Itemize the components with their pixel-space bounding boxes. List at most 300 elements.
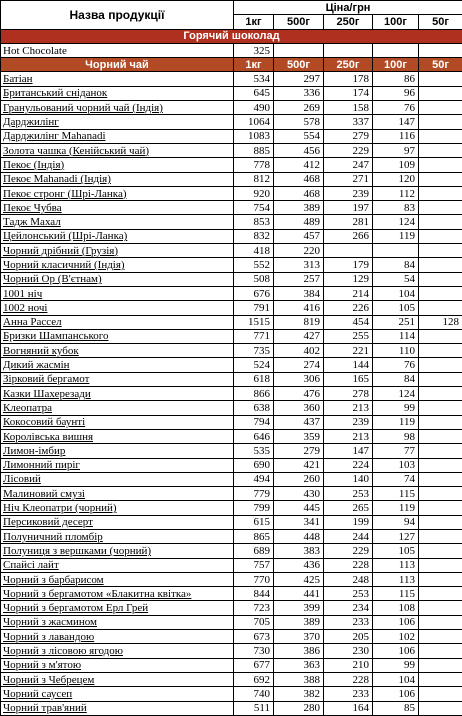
product-name: Hot Chocolate <box>1 43 234 57</box>
product-name: Клеопатра <box>1 401 234 415</box>
product-name: Чорний з Чебрецем <box>1 672 234 686</box>
product-name: Лісовий <box>1 472 234 486</box>
product-name: Гранульований чорний чай (Індія) <box>1 101 234 115</box>
price-50g <box>419 487 462 501</box>
price-100g: 119 <box>373 501 419 515</box>
table-row <box>1 601 462 615</box>
price-250g: 174 <box>324 86 373 100</box>
section-column-500g: 500г <box>274 58 324 72</box>
price-500g: 257 <box>274 272 324 286</box>
table-row <box>1 572 462 586</box>
price-250g: 234 <box>324 601 373 615</box>
table-row <box>1 501 462 515</box>
price-250g: 210 <box>324 658 373 672</box>
price-1kg: 552 <box>234 258 274 272</box>
table-row <box>1 301 462 315</box>
product-name: Чорний дрібний (Грузія) <box>1 244 234 258</box>
price-250g: 199 <box>324 515 373 529</box>
price-250g: 266 <box>324 229 373 243</box>
price-100g: 77 <box>373 444 419 458</box>
section-black-tea <box>1 58 462 72</box>
price-250g: 244 <box>324 529 373 543</box>
price-1kg: 325 <box>234 43 274 57</box>
price-1kg: 799 <box>234 501 274 515</box>
price-500g: 269 <box>274 101 324 115</box>
price-250g: 158 <box>324 101 373 115</box>
price-250g: 230 <box>324 644 373 658</box>
price-1kg: 866 <box>234 387 274 401</box>
price-50g <box>419 630 462 644</box>
table-row <box>1 587 462 601</box>
table-row <box>1 86 462 100</box>
price-250g: 281 <box>324 215 373 229</box>
price-1kg: 689 <box>234 544 274 558</box>
price-50g <box>419 272 462 286</box>
price-50g <box>419 401 462 415</box>
price-100g: 110 <box>373 344 419 358</box>
section-hot-chocolate <box>1 29 462 43</box>
price-100g: 83 <box>373 201 419 215</box>
price-100g: 109 <box>373 158 419 172</box>
price-50g <box>419 101 462 115</box>
price-50g <box>419 572 462 586</box>
price-100g: 54 <box>373 272 419 286</box>
price-100g: 98 <box>373 429 419 443</box>
price-50g <box>419 115 462 129</box>
product-name: Малиновий смузі <box>1 487 234 501</box>
price-50g <box>419 558 462 572</box>
table-row <box>1 358 462 372</box>
table-row <box>1 72 462 86</box>
price-50g <box>419 43 462 57</box>
price-50g <box>419 215 462 229</box>
price-50g <box>419 415 462 429</box>
table-row <box>1 444 462 458</box>
price-100g: 114 <box>373 329 419 343</box>
price-500g: 341 <box>274 515 324 529</box>
price-50g <box>419 458 462 472</box>
product-name: Ніч Клеопатри (чорний) <box>1 501 234 515</box>
table-row <box>1 344 462 358</box>
price-50g <box>419 658 462 672</box>
price-250g: 228 <box>324 672 373 686</box>
table-row <box>1 43 462 57</box>
price-250g: 239 <box>324 186 373 200</box>
table-row <box>1 115 462 129</box>
product-name: Чорний з м'ятою <box>1 658 234 672</box>
price-250g: 233 <box>324 615 373 629</box>
table-row <box>1 658 462 672</box>
table-row <box>1 215 462 229</box>
price-250g: 255 <box>324 329 373 343</box>
price-100g: 99 <box>373 658 419 672</box>
price-250g: 229 <box>324 544 373 558</box>
table-row <box>1 186 462 200</box>
table-row <box>1 315 462 329</box>
price-100g: 119 <box>373 415 419 429</box>
product-name: Анна Рассел <box>1 315 234 329</box>
section-column-50g: 50г <box>419 58 462 72</box>
product-name: Лимон-імбир <box>1 444 234 458</box>
price-100g <box>373 43 419 57</box>
price-500g: 421 <box>274 458 324 472</box>
price-1kg: 770 <box>234 572 274 586</box>
price-500g: 819 <box>274 315 324 329</box>
product-name: Тадж Махал <box>1 215 234 229</box>
price-1kg: 673 <box>234 630 274 644</box>
price-100g: 115 <box>373 587 419 601</box>
table-row <box>1 143 462 157</box>
price-1kg: 740 <box>234 687 274 701</box>
price-1kg: 723 <box>234 601 274 615</box>
price-1kg: 771 <box>234 329 274 343</box>
section-title: Горячий шоколад <box>1 29 462 43</box>
price-1kg: 690 <box>234 458 274 472</box>
price-500g: 430 <box>274 487 324 501</box>
price-50g <box>419 601 462 615</box>
price-500g: 489 <box>274 215 324 229</box>
price-50g <box>419 158 462 172</box>
price-500g: 274 <box>274 358 324 372</box>
price-500g: 306 <box>274 372 324 386</box>
price-1kg: 676 <box>234 286 274 300</box>
price-100g: 147 <box>373 115 419 129</box>
price-100g: 113 <box>373 558 419 572</box>
product-name: Бризки Шампанського <box>1 329 234 343</box>
price-100g: 102 <box>373 630 419 644</box>
price-100g: 106 <box>373 644 419 658</box>
price-500g: 389 <box>274 615 324 629</box>
price-100g: 84 <box>373 372 419 386</box>
product-name: Персиковий десерт <box>1 515 234 529</box>
price-250g: 179 <box>324 258 373 272</box>
price-250g: 233 <box>324 687 373 701</box>
price-1kg: 508 <box>234 272 274 286</box>
price-1kg: 535 <box>234 444 274 458</box>
price-50g <box>419 429 462 443</box>
price-250g: 213 <box>324 401 373 415</box>
table-row <box>1 544 462 558</box>
price-1kg: 757 <box>234 558 274 572</box>
price-1kg: 730 <box>234 644 274 658</box>
price-1kg: 920 <box>234 186 274 200</box>
product-name: Королівська вишня <box>1 429 234 443</box>
price-250g: 229 <box>324 143 373 157</box>
table-row <box>1 129 462 143</box>
price-50g <box>419 544 462 558</box>
price-500g: 313 <box>274 258 324 272</box>
price-500g: 427 <box>274 329 324 343</box>
product-name: Пекоє Чубва <box>1 201 234 215</box>
product-name: Чорний з лісовою ягодою <box>1 644 234 658</box>
product-name: Пекоє Mahanadi (Індія) <box>1 172 234 186</box>
price-250g: 144 <box>324 358 373 372</box>
price-500g: 382 <box>274 687 324 701</box>
price-1kg: 615 <box>234 515 274 529</box>
price-50g <box>419 615 462 629</box>
price-100g: 104 <box>373 672 419 686</box>
price-100g: 124 <box>373 387 419 401</box>
price-50g <box>419 644 462 658</box>
price-500g: 416 <box>274 301 324 315</box>
product-name: Чорний з барбарисом <box>1 572 234 586</box>
product-name: Чорний з лавандою <box>1 630 234 644</box>
product-name: Вогняний кубок <box>1 344 234 358</box>
table-row <box>1 272 462 286</box>
price-50g <box>419 286 462 300</box>
price-1kg: 865 <box>234 529 274 543</box>
price-100g: 104 <box>373 286 419 300</box>
price-500g: 445 <box>274 501 324 515</box>
price-500g: 389 <box>274 201 324 215</box>
price-1kg: 779 <box>234 487 274 501</box>
product-name: Батіан <box>1 72 234 86</box>
price-250g: 247 <box>324 158 373 172</box>
price-1kg: 812 <box>234 172 274 186</box>
product-name: Казки Шахерезади <box>1 387 234 401</box>
price-500g: 260 <box>274 472 324 486</box>
price-500g <box>274 43 324 57</box>
price-1kg: 638 <box>234 401 274 415</box>
price-50g <box>419 472 462 486</box>
table-row <box>1 415 462 429</box>
price-250g: 165 <box>324 372 373 386</box>
price-100g: 99 <box>373 401 419 415</box>
table-row <box>1 529 462 543</box>
price-250g: 278 <box>324 387 373 401</box>
price-1kg: 1083 <box>234 129 274 143</box>
price-250g: 226 <box>324 301 373 315</box>
header-row-top <box>1 1 462 15</box>
price-1kg: 1515 <box>234 315 274 329</box>
table-row <box>1 701 462 715</box>
price-50g <box>419 344 462 358</box>
price-100g: 127 <box>373 529 419 543</box>
price-1kg: 677 <box>234 658 274 672</box>
product-name: Британський сніданок <box>1 86 234 100</box>
price-250g: 248 <box>324 572 373 586</box>
product-name: Дарджилінг Mahanadi <box>1 129 234 143</box>
price-1kg: 490 <box>234 101 274 115</box>
price-500g: 384 <box>274 286 324 300</box>
price-500g: 448 <box>274 529 324 543</box>
price-500g: 386 <box>274 644 324 658</box>
price-50g <box>419 672 462 686</box>
price-50g <box>419 229 462 243</box>
price-100g: 106 <box>373 615 419 629</box>
product-name: Полуничний пломбір <box>1 529 234 543</box>
table-row <box>1 630 462 644</box>
price-500g: 468 <box>274 186 324 200</box>
price-250g: 205 <box>324 630 373 644</box>
section-column-250g: 250г <box>324 58 373 72</box>
price-50g <box>419 258 462 272</box>
price-100g: 116 <box>373 129 419 143</box>
price-50g <box>419 201 462 215</box>
price-50g <box>419 529 462 543</box>
price-250g: 271 <box>324 172 373 186</box>
price-500g: 468 <box>274 172 324 186</box>
price-1kg: 705 <box>234 615 274 629</box>
table-row <box>1 244 462 258</box>
price-500g: 437 <box>274 415 324 429</box>
price-100g: 76 <box>373 358 419 372</box>
table-row <box>1 158 462 172</box>
table-row <box>1 472 462 486</box>
price-500g: 554 <box>274 129 324 143</box>
table-row <box>1 515 462 529</box>
price-500g: 297 <box>274 72 324 86</box>
price-250g: 164 <box>324 701 373 715</box>
table-row <box>1 387 462 401</box>
table-row <box>1 672 462 686</box>
price-100g: 113 <box>373 572 419 586</box>
table-row <box>1 329 462 343</box>
price-500g: 359 <box>274 429 324 443</box>
price-50g <box>419 358 462 372</box>
price-250g: 140 <box>324 472 373 486</box>
table-row <box>1 372 462 386</box>
price-100g: 119 <box>373 229 419 243</box>
product-name: Чорний трав'яний <box>1 701 234 715</box>
price-250g: 129 <box>324 272 373 286</box>
price-50g <box>419 444 462 458</box>
product-name: Спайсі лайт <box>1 558 234 572</box>
price-1kg: 418 <box>234 244 274 258</box>
product-name: Чорний з бергамотом «Блакитна квітка» <box>1 587 234 601</box>
price-250g: 228 <box>324 558 373 572</box>
price-50g <box>419 515 462 529</box>
product-name: Чорний Ор (В'єтнам) <box>1 272 234 286</box>
price-500g: 441 <box>274 587 324 601</box>
product-name: Золота чашка (Кенійський чай) <box>1 143 234 157</box>
price-250g: 253 <box>324 587 373 601</box>
price-1kg: 692 <box>234 672 274 686</box>
price-100g: 124 <box>373 215 419 229</box>
price-100g: 120 <box>373 172 419 186</box>
price-1kg: 494 <box>234 472 274 486</box>
price-100g: 103 <box>373 458 419 472</box>
price-50g <box>419 372 462 386</box>
table-row <box>1 101 462 115</box>
product-name: Чорний з жасмином <box>1 615 234 629</box>
price-50g <box>419 701 462 715</box>
price-250g <box>324 244 373 258</box>
price-50g <box>419 172 462 186</box>
price-50g <box>419 72 462 86</box>
price-500g: 457 <box>274 229 324 243</box>
price-1kg: 844 <box>234 587 274 601</box>
price-250g: 147 <box>324 444 373 458</box>
product-name: Кокосовий баунті <box>1 415 234 429</box>
price-250g: 265 <box>324 501 373 515</box>
price-250g: 221 <box>324 344 373 358</box>
price-250g: 178 <box>324 72 373 86</box>
price-500g: 360 <box>274 401 324 415</box>
table-row <box>1 615 462 629</box>
price-100g: 108 <box>373 601 419 615</box>
product-name: Зірковий бергамот <box>1 372 234 386</box>
price-header: Ціна/грн <box>234 1 462 15</box>
price-500g: 388 <box>274 672 324 686</box>
product-name: Чорний з бергамотом Ерл Грей <box>1 601 234 615</box>
product-name: Чорний саусеп <box>1 687 234 701</box>
price-100g: 105 <box>373 301 419 315</box>
price-1kg: 524 <box>234 358 274 372</box>
price-500g: 383 <box>274 544 324 558</box>
price-500g: 578 <box>274 115 324 129</box>
price-500g: 425 <box>274 572 324 586</box>
section-column-100g: 100г <box>373 58 419 72</box>
price-500g: 456 <box>274 143 324 157</box>
table-row <box>1 258 462 272</box>
table-row <box>1 229 462 243</box>
price-100g: 76 <box>373 101 419 115</box>
price-500g: 436 <box>274 558 324 572</box>
table-row <box>1 429 462 443</box>
product-name-header: Назва продукції <box>1 1 234 30</box>
price-500g: 220 <box>274 244 324 258</box>
price-250g <box>324 43 373 57</box>
table-row <box>1 558 462 572</box>
table-row <box>1 286 462 300</box>
section-column-1kg: 1кг <box>234 58 274 72</box>
price-1kg: 618 <box>234 372 274 386</box>
price-1kg: 832 <box>234 229 274 243</box>
product-name: Цейлонський (Шрі-Ланка) <box>1 229 234 243</box>
price-50g <box>419 86 462 100</box>
product-name: Полуниця з вершками (чорний) <box>1 544 234 558</box>
column-header-50g: 50г <box>419 15 462 29</box>
table-row <box>1 172 462 186</box>
product-name: 1001 ніч <box>1 286 234 300</box>
price-100g: 85 <box>373 701 419 715</box>
price-500g: 279 <box>274 444 324 458</box>
price-100g: 105 <box>373 544 419 558</box>
product-name: Пекоє (Індія) <box>1 158 234 172</box>
price-1kg: 791 <box>234 301 274 315</box>
product-name: Пекоє стронг (Шрі-Ланка) <box>1 186 234 200</box>
price-100g: 97 <box>373 143 419 157</box>
price-250g: 454 <box>324 315 373 329</box>
price-250g: 214 <box>324 286 373 300</box>
price-500g: 402 <box>274 344 324 358</box>
price-50g <box>419 329 462 343</box>
price-1kg: 645 <box>234 86 274 100</box>
price-100g: 94 <box>373 515 419 529</box>
price-1kg: 534 <box>234 72 274 86</box>
price-500g: 399 <box>274 601 324 615</box>
price-100g: 106 <box>373 687 419 701</box>
table-row <box>1 644 462 658</box>
section-title: Чорний чай <box>1 58 234 72</box>
product-name: 1002 ночі <box>1 301 234 315</box>
column-header-100g: 100г <box>373 15 419 29</box>
price-100g: 251 <box>373 315 419 329</box>
price-50g <box>419 143 462 157</box>
price-100g: 112 <box>373 186 419 200</box>
price-50g <box>419 301 462 315</box>
price-1kg: 853 <box>234 215 274 229</box>
price-50g <box>419 501 462 515</box>
price-50g <box>419 129 462 143</box>
price-1kg: 1064 <box>234 115 274 129</box>
price-100g: 74 <box>373 472 419 486</box>
product-name: Дарджилінг <box>1 115 234 129</box>
price-500g: 412 <box>274 158 324 172</box>
column-header-500g: 500г <box>274 15 324 29</box>
table-row <box>1 487 462 501</box>
